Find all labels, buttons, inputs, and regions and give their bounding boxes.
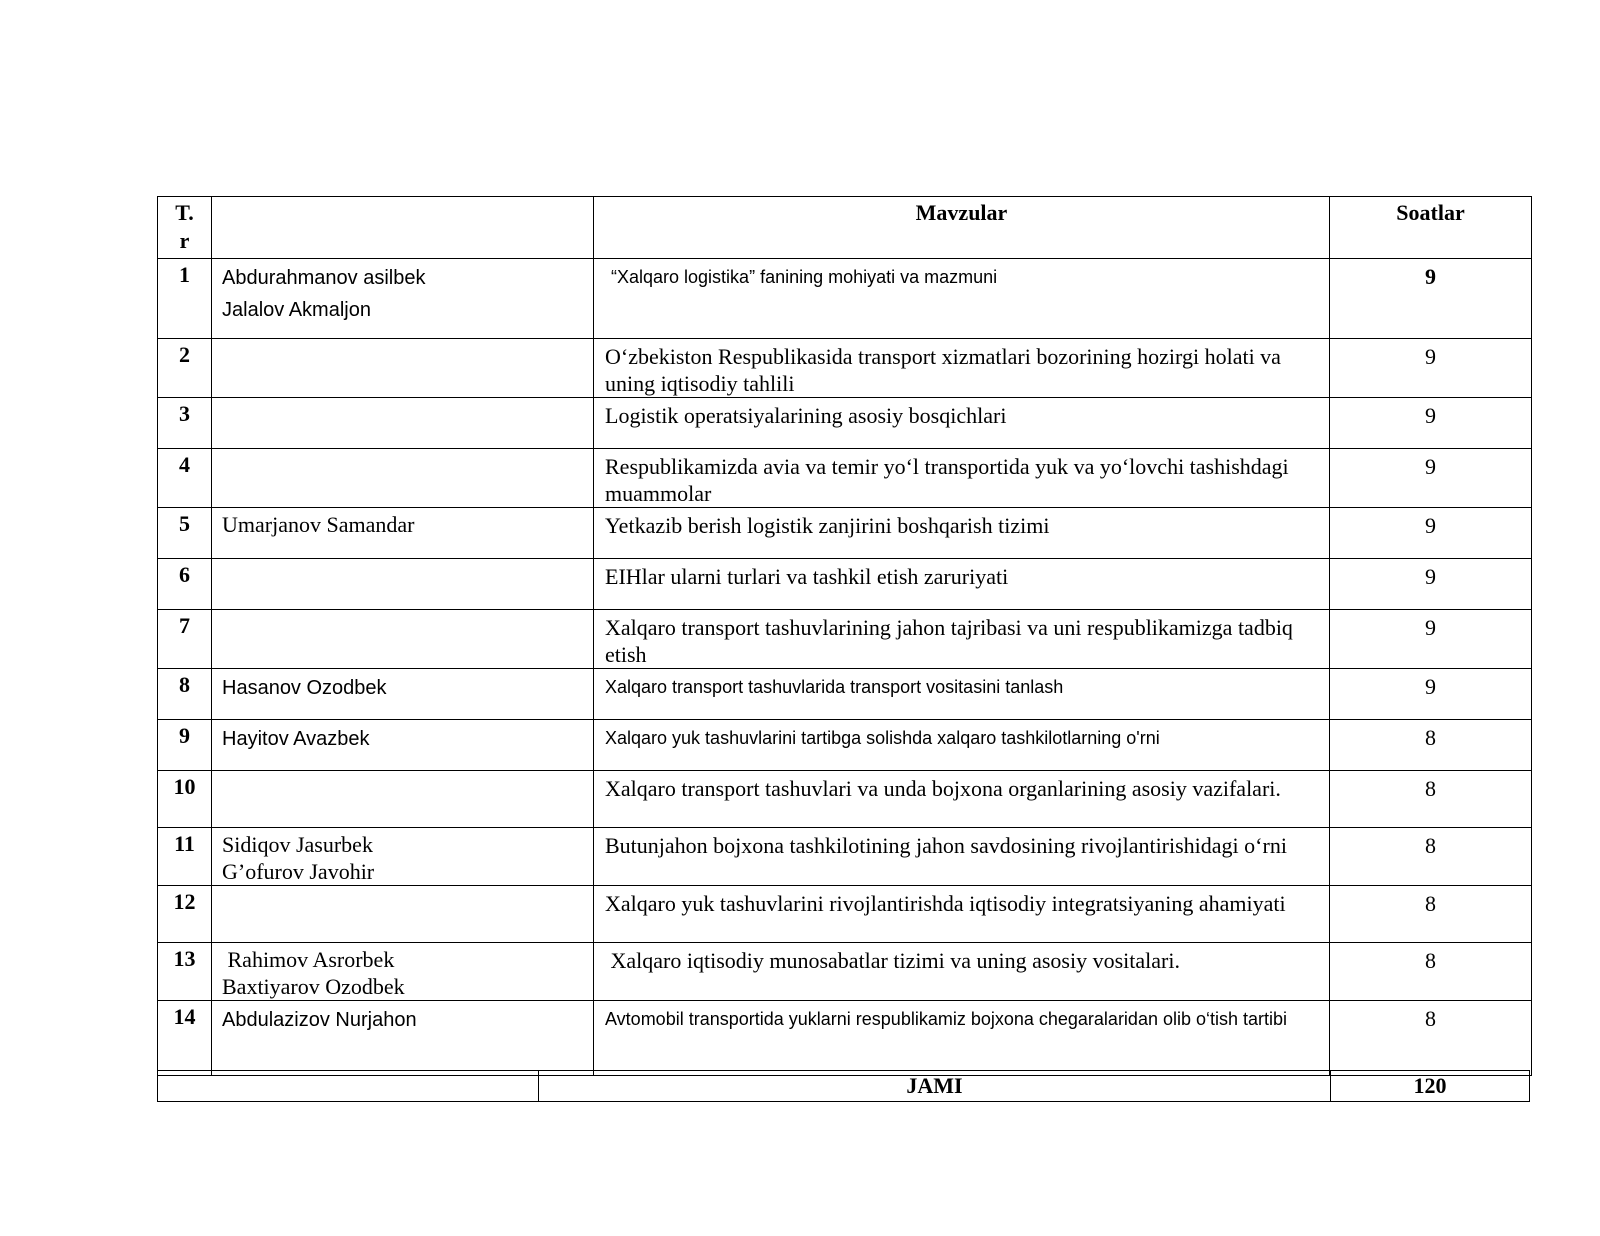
- hours: 8: [1330, 886, 1532, 943]
- topic: O‘zbekiston Respublikasida transport xizmatlari bozorining hozirgi holati va uning iqtisodiy tahlili: [594, 339, 1330, 398]
- student-names: [212, 259, 594, 339]
- table-row: [158, 886, 1532, 943]
- table-row: [158, 943, 1532, 1001]
- header-names: [212, 197, 594, 259]
- topic: EIHlar ularni turlari va tashkil etish zaruriyati: [594, 559, 1330, 610]
- row-number: 1: [158, 259, 212, 339]
- row-number: 5: [158, 508, 212, 559]
- hours: 8: [1330, 828, 1532, 886]
- row-number: 4: [158, 449, 212, 508]
- hours: 9: [1330, 669, 1532, 720]
- table-row: [158, 669, 1532, 720]
- row-number: 14: [158, 1001, 212, 1076]
- student-names: [212, 339, 594, 398]
- row-number: 6: [158, 559, 212, 610]
- header-topics: Mavzular: [594, 197, 1330, 259]
- row-number: 11: [158, 828, 212, 886]
- topic: Avtomobil transportida yuklarni respublikamiz bojxona chegaralaridan olib o‘tish tartibi: [594, 1001, 1330, 1076]
- header-tr: T. r: [158, 197, 212, 259]
- topic: Butunjahon bojxona tashkilotining jahon savdosining rivojlantirishidagi o‘rni: [594, 828, 1330, 886]
- total-value: 120: [1331, 1071, 1530, 1102]
- student-names: [212, 1001, 594, 1076]
- table-row: [158, 339, 1532, 398]
- row-number: 2: [158, 339, 212, 398]
- topic: Logistik operatsiyalarining asosiy bosqichlari: [594, 398, 1330, 449]
- row-number: 3: [158, 398, 212, 449]
- table-row: [158, 449, 1532, 508]
- student-name: G’ofurov Javohir: [222, 859, 375, 884]
- student-names: [212, 720, 594, 771]
- topic: Xalqaro iqtisodiy munosabatlar tizimi va uning asosiy vositalari.: [594, 943, 1330, 1001]
- total-row: [157, 1070, 1530, 1102]
- topic: Yetkazib berish logistik zanjirini boshqarish tizimi: [594, 508, 1330, 559]
- table-row: [158, 771, 1532, 828]
- hours: 8: [1330, 1001, 1532, 1076]
- hours: 9: [1330, 398, 1532, 449]
- table-row: [158, 610, 1532, 669]
- hours: 9: [1330, 508, 1532, 559]
- hours: 9: [1330, 610, 1532, 669]
- table-row: [158, 1001, 1532, 1076]
- table-row: [158, 259, 1532, 339]
- student-names: [212, 610, 594, 669]
- header-hours: Soatlar: [1330, 197, 1532, 259]
- student-names: [212, 669, 594, 720]
- student-names: [212, 398, 594, 449]
- student-names: [212, 508, 594, 559]
- student-names: [212, 828, 594, 886]
- row-number: 13: [158, 943, 212, 1001]
- student-name: Sidiqov Jasurbek: [222, 832, 373, 857]
- hours: 8: [1330, 771, 1532, 828]
- table-row: [158, 828, 1532, 886]
- student-names: [212, 943, 594, 1001]
- table-row: [158, 508, 1532, 559]
- student-name: Umarjanov Samandar: [222, 512, 415, 537]
- student-name: Rahimov Asrorbek: [222, 947, 395, 972]
- row-number: 7: [158, 610, 212, 669]
- student-name: Abdulazizov Nurjahon: [222, 1009, 417, 1031]
- student-name: Abdurahmanov asilbek: [222, 267, 426, 289]
- student-names: [212, 449, 594, 508]
- topic: Xalqaro yuk tashuvlarini tartibga solishda xalqaro tashkilotlarning o'rni: [594, 720, 1330, 771]
- row-number: 10: [158, 771, 212, 828]
- hours: 9: [1330, 339, 1532, 398]
- topic: Xalqaro transport tashuvlarining jahon tajribasi va uni respublikamizga tadbiq etish: [594, 610, 1330, 669]
- table-row: [158, 398, 1532, 449]
- student-names: [212, 886, 594, 943]
- student-name: Hayitov Avazbek: [222, 728, 370, 750]
- row-number: 9: [158, 720, 212, 771]
- hours: 8: [1330, 943, 1532, 1001]
- topic: Xalqaro transport tashuvlari va unda bojxona organlarining asosiy vazifalari.: [594, 771, 1330, 828]
- row-number: 8: [158, 669, 212, 720]
- hours: 8: [1330, 720, 1532, 771]
- total-empty-cell: [158, 1071, 539, 1102]
- student-name: Hasanov Ozodbek: [222, 677, 387, 699]
- topics-table: [157, 196, 1532, 1076]
- hours: 9: [1330, 449, 1532, 508]
- student-name: Baxtiyarov Ozodbek: [222, 974, 405, 999]
- student-names: [212, 559, 594, 610]
- topic: Xalqaro transport tashuvlarida transport vositasini tanlash: [594, 669, 1330, 720]
- hours: 9: [1330, 559, 1532, 610]
- topic: “Xalqaro logistika” fanining mohiyati va mazmuni: [594, 259, 1330, 339]
- student-name: Jalalov Akmaljon: [222, 299, 371, 321]
- header-row: [158, 197, 1532, 259]
- topic: Respublikamizda avia va temir yo‘l transportida yuk va yo‘lovchi tashishdagi muammolar: [594, 449, 1330, 508]
- row-number: 12: [158, 886, 212, 943]
- hours: 9: [1330, 259, 1532, 339]
- table-row: [158, 559, 1532, 610]
- table-row: [158, 720, 1532, 771]
- student-names: [212, 771, 594, 828]
- topic: Xalqaro yuk tashuvlarini rivojlantirishda iqtisodiy integratsiyaning ahamiyati: [594, 886, 1330, 943]
- total-label: JAMI: [539, 1071, 1331, 1102]
